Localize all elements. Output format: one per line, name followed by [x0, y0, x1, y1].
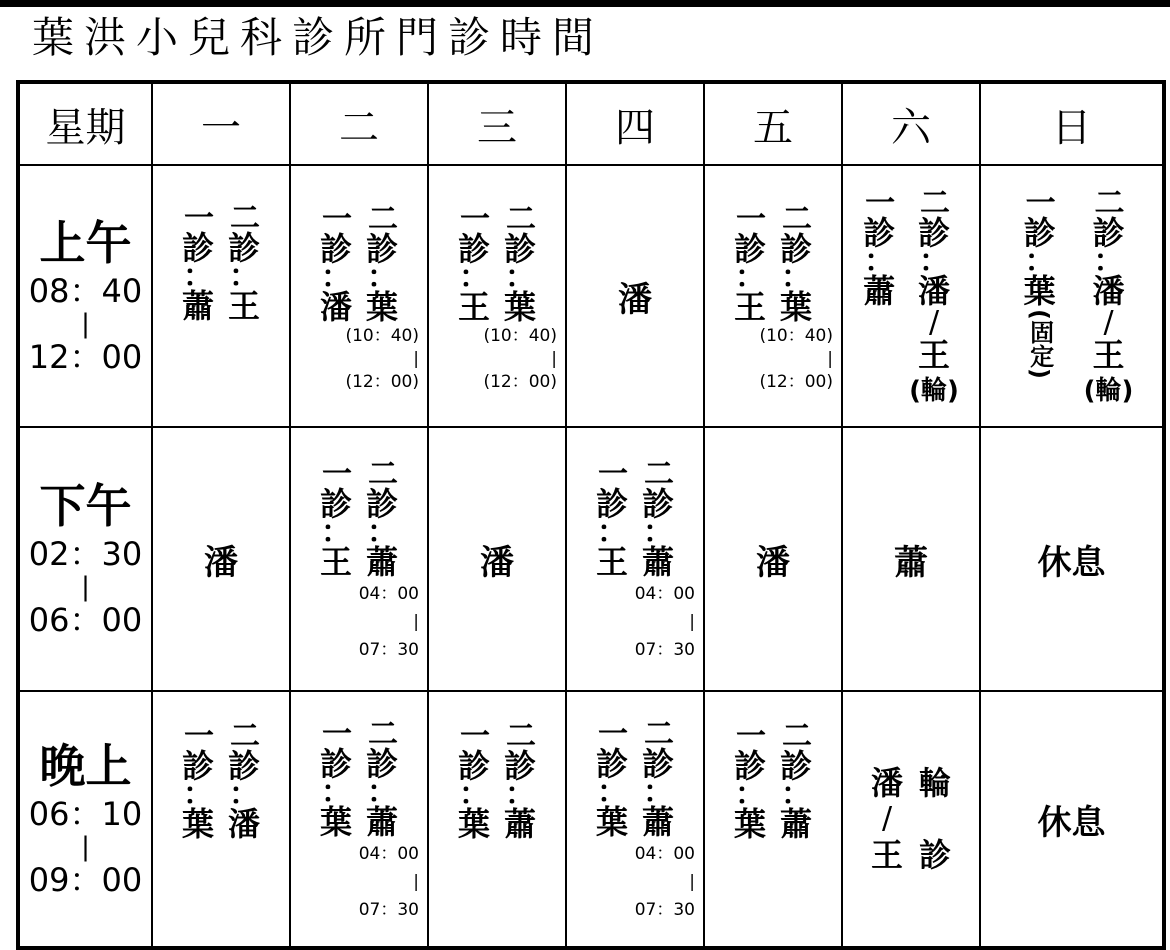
period-name: 下午: [39, 479, 132, 533]
period-evening: [18, 691, 152, 948]
clinic-1: 一 診 ： 蕭: [863, 186, 896, 310]
period-name: 晚上: [39, 739, 132, 793]
clinic-1: 一 診 ： 葉: [181, 719, 214, 843]
day-sat: 六: [842, 82, 980, 165]
cell-tue-evening: [290, 691, 428, 948]
day-thu: 四: [566, 82, 704, 165]
clinic-2: 二 診 ： 蕭: [504, 719, 537, 843]
period-sep: |: [81, 572, 90, 602]
cell-wed-morning: [428, 165, 566, 427]
day-wed: 三: [428, 82, 566, 165]
clinic-1: 一 診 ： 潘: [319, 201, 352, 326]
clinic-2: 二 診 ： 葉: [366, 201, 399, 326]
clinic-1: 一 診 ： 王: [595, 457, 628, 581]
clinic-1: 一 診 ： 葉: [733, 719, 766, 843]
period-morning: [18, 165, 152, 427]
clinic-2: 二 診 ： 蕭: [642, 457, 675, 581]
period-end: 12：00: [28, 338, 143, 376]
cell-sat-afternoon: 蕭: [842, 427, 980, 691]
clinic-1: 一 診 ： 王: [319, 457, 352, 581]
period-sep: |: [81, 309, 90, 339]
cell-tue-morning: [290, 165, 428, 427]
time-note: (10：40) | (12：00): [345, 325, 419, 392]
cell-mon-afternoon: 潘: [152, 427, 290, 691]
cell-thu-evening: [566, 691, 704, 948]
clinic-2: 二 診 ： 蕭: [366, 717, 399, 841]
cell-sat-morning: [842, 165, 980, 427]
row-afternoon: [18, 427, 1164, 691]
cell-fri-afternoon: 潘: [704, 427, 842, 691]
clinic-2: 二 診 ： 蕭: [780, 719, 813, 843]
day-mon: 一: [152, 82, 290, 165]
period-end: 09：00: [28, 861, 143, 899]
cell-thu-morning: 潘: [566, 165, 704, 427]
time-note: 04：00 | 07：30: [634, 844, 695, 920]
period-name: 上午: [39, 216, 132, 270]
clinic-1: 一 診 ： 蕭: [181, 201, 214, 325]
clinic-1: 一 診 ： 葉: [595, 717, 628, 841]
time-note: 04：00 | 07：30: [634, 584, 695, 660]
cell-fri-morning: [704, 165, 842, 427]
cell-sun-evening: 休息: [980, 691, 1164, 948]
time-note: 04：00 | 07：30: [358, 844, 419, 920]
schedule-table: [16, 80, 1166, 950]
cell-fri-evening: [704, 691, 842, 948]
top-bar: [0, 0, 1170, 7]
clinic-1: 一 診 ： 葉: [319, 717, 352, 841]
header-row: [18, 82, 1164, 165]
period-afternoon: [18, 427, 152, 691]
clinic-2: 二 診 ： 王: [228, 201, 261, 325]
period-start: 08：40: [28, 272, 143, 310]
cell-wed-evening: [428, 691, 566, 948]
clinic-2: 二 診 ： 潘 / 王 (輪): [1083, 186, 1134, 406]
clinic-2: 二 診 ： 蕭: [642, 717, 675, 841]
clinic-1: 一 診 ： 葉: [457, 719, 490, 843]
cell-sun-afternoon: 休息: [980, 427, 1164, 691]
cell-sat-evening: [842, 691, 980, 948]
day-fri: 五: [704, 82, 842, 165]
row-morning: [18, 165, 1164, 427]
period-start: 02：30: [28, 535, 143, 573]
clinic-1: 一 診 ： 王: [457, 201, 490, 326]
cell-mon-morning: [152, 165, 290, 427]
time-note: (10：40) | (12：00): [483, 325, 557, 392]
period-end: 06：00: [28, 601, 143, 639]
clinic-2: 二 診 ： 潘 / 王 (輪): [909, 186, 959, 406]
cell-tue-afternoon: [290, 427, 428, 691]
cell-thu-afternoon: [566, 427, 704, 691]
clinic-2: 二 診 ： 葉: [504, 201, 537, 326]
day-sun: 日: [980, 82, 1164, 165]
cell-wed-afternoon: 潘: [428, 427, 566, 691]
cell-mon-evening: [152, 691, 290, 948]
period-start: 06：10: [28, 795, 143, 833]
time-note: (10：40) | (12：00): [759, 325, 833, 392]
clinic-2: 二 診 ： 葉: [780, 201, 813, 326]
clinic-2: 二 診 ： 蕭: [366, 457, 399, 581]
weekday-label: 星期: [18, 82, 152, 165]
day-tue: 二: [290, 82, 428, 165]
cell-sun-morning: [980, 165, 1164, 427]
clinic-2: 二 診 ： 潘: [228, 719, 261, 843]
period-sep: |: [81, 832, 90, 862]
clinic-1: 一 診 ： 葉 (固定): [1023, 186, 1056, 379]
page-title: 葉洪小兒科診所門診時間: [32, 13, 605, 62]
time-note: 04：00 | 07：30: [358, 584, 419, 660]
rotation-note: 潘 / 王 輪 診: [870, 764, 952, 874]
clinic-1: 一 診 ： 王: [733, 201, 766, 326]
row-evening: [18, 691, 1164, 948]
